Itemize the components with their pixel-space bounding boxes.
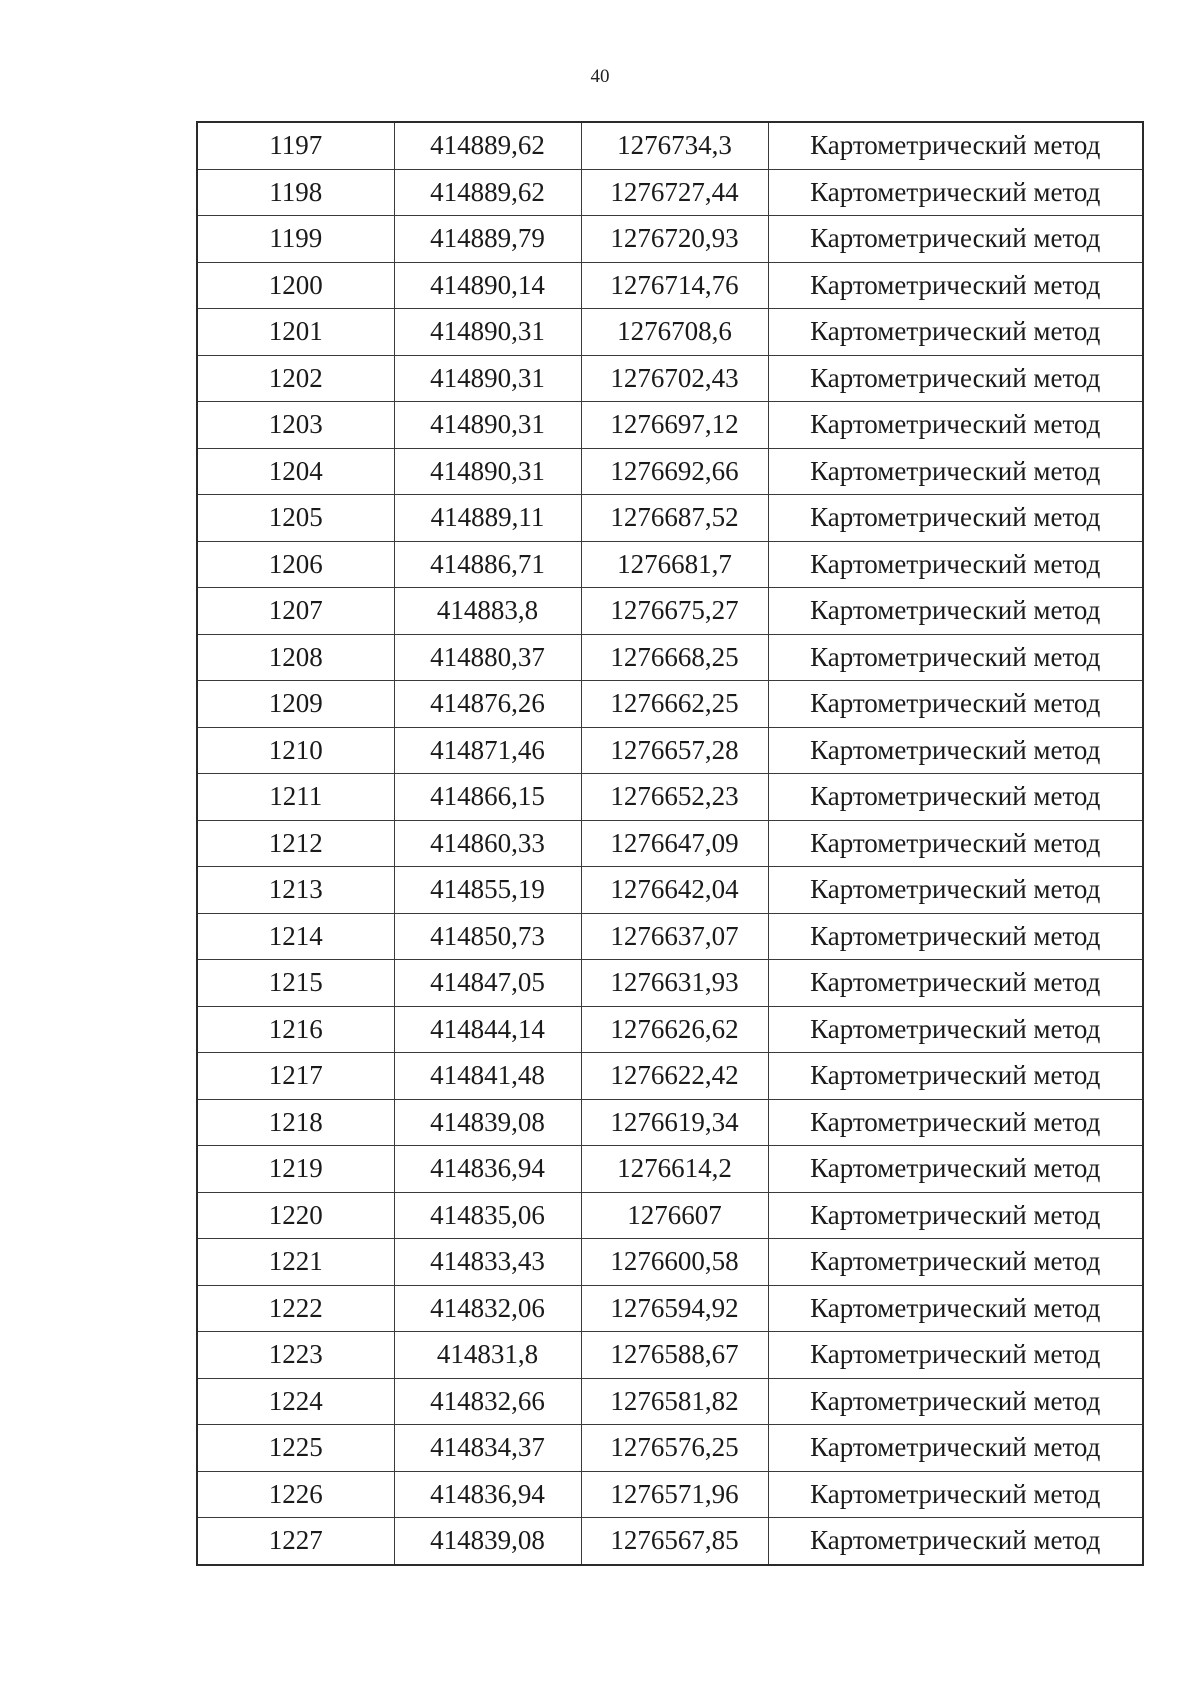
x-coordinate-cell: 414832,06 [394, 1285, 581, 1332]
point-number-cell: 1227 [197, 1518, 394, 1565]
coordinates-table [196, 121, 1144, 1566]
y-coordinate-cell: 1276594,92 [581, 1285, 768, 1332]
point-number-cell: 1212 [197, 820, 394, 867]
y-coordinate-cell: 1276720,93 [581, 216, 768, 263]
y-coordinate-cell: 1276662,25 [581, 681, 768, 728]
y-coordinate-cell: 1276657,28 [581, 727, 768, 774]
y-coordinate-cell: 1276702,43 [581, 355, 768, 402]
x-coordinate-cell: 414889,62 [394, 169, 581, 216]
point-number-cell: 1219 [197, 1146, 394, 1193]
point-number-cell: 1225 [197, 1425, 394, 1472]
method-cell: Картометрический метод [768, 1378, 1143, 1425]
table-row [197, 122, 1143, 169]
x-coordinate-cell: 414836,94 [394, 1146, 581, 1193]
y-coordinate-cell: 1276588,67 [581, 1332, 768, 1379]
method-cell: Картометрический метод [768, 1053, 1143, 1100]
table-row [197, 1006, 1143, 1053]
page-number: 40 [590, 66, 610, 87]
x-coordinate-cell: 414831,8 [394, 1332, 581, 1379]
y-coordinate-cell: 1276571,96 [581, 1471, 768, 1518]
point-number-cell: 1204 [197, 448, 394, 495]
method-cell: Картометрический метод [768, 1285, 1143, 1332]
point-number-cell: 1220 [197, 1192, 394, 1239]
coordinates-table-body [197, 122, 1143, 1565]
y-coordinate-cell: 1276637,07 [581, 913, 768, 960]
point-number-cell: 1217 [197, 1053, 394, 1100]
table-row [197, 216, 1143, 263]
method-cell: Картометрический метод [768, 541, 1143, 588]
method-cell: Картометрический метод [768, 1192, 1143, 1239]
x-coordinate-cell: 414871,46 [394, 727, 581, 774]
point-number-cell: 1214 [197, 913, 394, 960]
point-number-cell: 1197 [197, 122, 394, 169]
table-row [197, 1239, 1143, 1286]
table-row [197, 774, 1143, 821]
table-row [197, 1099, 1143, 1146]
table-row [197, 1053, 1143, 1100]
point-number-cell: 1218 [197, 1099, 394, 1146]
point-number-cell: 1198 [197, 169, 394, 216]
method-cell: Картометрический метод [768, 820, 1143, 867]
y-coordinate-cell: 1276642,04 [581, 867, 768, 914]
method-cell: Картометрический метод [768, 867, 1143, 914]
method-cell: Картометрический метод [768, 448, 1143, 495]
method-cell: Картометрический метод [768, 727, 1143, 774]
table-row [197, 913, 1143, 960]
point-number-cell: 1210 [197, 727, 394, 774]
y-coordinate-cell: 1276567,85 [581, 1518, 768, 1565]
x-coordinate-cell: 414890,31 [394, 355, 581, 402]
x-coordinate-cell: 414890,31 [394, 402, 581, 449]
table-row [197, 634, 1143, 681]
method-cell: Картометрический метод [768, 495, 1143, 542]
table-row [197, 867, 1143, 914]
method-cell: Картометрический метод [768, 774, 1143, 821]
x-coordinate-cell: 414855,19 [394, 867, 581, 914]
x-coordinate-cell: 414844,14 [394, 1006, 581, 1053]
x-coordinate-cell: 414880,37 [394, 634, 581, 681]
x-coordinate-cell: 414889,79 [394, 216, 581, 263]
y-coordinate-cell: 1276619,34 [581, 1099, 768, 1146]
x-coordinate-cell: 414886,71 [394, 541, 581, 588]
x-coordinate-cell: 414876,26 [394, 681, 581, 728]
x-coordinate-cell: 414866,15 [394, 774, 581, 821]
y-coordinate-cell: 1276607 [581, 1192, 768, 1239]
method-cell: Картометрический метод [768, 960, 1143, 1007]
point-number-cell: 1213 [197, 867, 394, 914]
y-coordinate-cell: 1276681,7 [581, 541, 768, 588]
y-coordinate-cell: 1276734,3 [581, 122, 768, 169]
method-cell: Картометрический метод [768, 1518, 1143, 1565]
table-row [197, 1192, 1143, 1239]
y-coordinate-cell: 1276576,25 [581, 1425, 768, 1472]
table-row [197, 262, 1143, 309]
point-number-cell: 1223 [197, 1332, 394, 1379]
table-row [197, 309, 1143, 356]
table-row [197, 541, 1143, 588]
x-coordinate-cell: 414890,31 [394, 448, 581, 495]
method-cell: Картометрический метод [768, 1006, 1143, 1053]
table-row [197, 1471, 1143, 1518]
x-coordinate-cell: 414835,06 [394, 1192, 581, 1239]
point-number-cell: 1203 [197, 402, 394, 449]
table-row [197, 960, 1143, 1007]
point-number-cell: 1201 [197, 309, 394, 356]
x-coordinate-cell: 414883,8 [394, 588, 581, 635]
point-number-cell: 1206 [197, 541, 394, 588]
y-coordinate-cell: 1276622,42 [581, 1053, 768, 1100]
x-coordinate-cell: 414833,43 [394, 1239, 581, 1286]
point-number-cell: 1207 [197, 588, 394, 635]
y-coordinate-cell: 1276697,12 [581, 402, 768, 449]
x-coordinate-cell: 414890,14 [394, 262, 581, 309]
table-row [197, 727, 1143, 774]
x-coordinate-cell: 414847,05 [394, 960, 581, 1007]
table-row [197, 1285, 1143, 1332]
x-coordinate-cell: 414832,66 [394, 1378, 581, 1425]
table-row [197, 1425, 1143, 1472]
method-cell: Картометрический метод [768, 634, 1143, 681]
point-number-cell: 1221 [197, 1239, 394, 1286]
point-number-cell: 1208 [197, 634, 394, 681]
point-number-cell: 1205 [197, 495, 394, 542]
y-coordinate-cell: 1276687,52 [581, 495, 768, 542]
method-cell: Картометрический метод [768, 122, 1143, 169]
y-coordinate-cell: 1276692,66 [581, 448, 768, 495]
point-number-cell: 1209 [197, 681, 394, 728]
x-coordinate-cell: 414850,73 [394, 913, 581, 960]
y-coordinate-cell: 1276614,2 [581, 1146, 768, 1193]
method-cell: Картометрический метод [768, 681, 1143, 728]
method-cell: Картометрический метод [768, 309, 1143, 356]
method-cell: Картометрический метод [768, 913, 1143, 960]
table-row [197, 1332, 1143, 1379]
point-number-cell: 1211 [197, 774, 394, 821]
y-coordinate-cell: 1276647,09 [581, 820, 768, 867]
method-cell: Картометрический метод [768, 216, 1143, 263]
x-coordinate-cell: 414890,31 [394, 309, 581, 356]
method-cell: Картометрический метод [768, 1332, 1143, 1379]
y-coordinate-cell: 1276708,6 [581, 309, 768, 356]
x-coordinate-cell: 414889,62 [394, 122, 581, 169]
method-cell: Картометрический метод [768, 262, 1143, 309]
y-coordinate-cell: 1276668,25 [581, 634, 768, 681]
point-number-cell: 1202 [197, 355, 394, 402]
method-cell: Картометрический метод [768, 1425, 1143, 1472]
table-row [197, 355, 1143, 402]
method-cell: Картометрический метод [768, 1099, 1143, 1146]
y-coordinate-cell: 1276714,76 [581, 262, 768, 309]
y-coordinate-cell: 1276600,58 [581, 1239, 768, 1286]
method-cell: Картометрический метод [768, 169, 1143, 216]
x-coordinate-cell: 414839,08 [394, 1099, 581, 1146]
point-number-cell: 1226 [197, 1471, 394, 1518]
x-coordinate-cell: 414860,33 [394, 820, 581, 867]
table-row [197, 588, 1143, 635]
point-number-cell: 1224 [197, 1378, 394, 1425]
method-cell: Картометрический метод [768, 588, 1143, 635]
point-number-cell: 1216 [197, 1006, 394, 1053]
y-coordinate-cell: 1276675,27 [581, 588, 768, 635]
table-row [197, 402, 1143, 449]
method-cell: Картометрический метод [768, 355, 1143, 402]
x-coordinate-cell: 414839,08 [394, 1518, 581, 1565]
y-coordinate-cell: 1276581,82 [581, 1378, 768, 1425]
table-row [197, 681, 1143, 728]
point-number-cell: 1222 [197, 1285, 394, 1332]
y-coordinate-cell: 1276631,93 [581, 960, 768, 1007]
table-row [197, 1518, 1143, 1565]
point-number-cell: 1215 [197, 960, 394, 1007]
x-coordinate-cell: 414841,48 [394, 1053, 581, 1100]
table-row [197, 820, 1143, 867]
table-row [197, 1378, 1143, 1425]
x-coordinate-cell: 414889,11 [394, 495, 581, 542]
table-row [197, 495, 1143, 542]
point-number-cell: 1199 [197, 216, 394, 263]
x-coordinate-cell: 414834,37 [394, 1425, 581, 1472]
y-coordinate-cell: 1276727,44 [581, 169, 768, 216]
y-coordinate-cell: 1276626,62 [581, 1006, 768, 1053]
y-coordinate-cell: 1276652,23 [581, 774, 768, 821]
method-cell: Картометрический метод [768, 1146, 1143, 1193]
table-row [197, 1146, 1143, 1193]
method-cell: Картометрический метод [768, 1471, 1143, 1518]
method-cell: Картометрический метод [768, 1239, 1143, 1286]
table-row [197, 448, 1143, 495]
table-row [197, 169, 1143, 216]
point-number-cell: 1200 [197, 262, 394, 309]
x-coordinate-cell: 414836,94 [394, 1471, 581, 1518]
method-cell: Картометрический метод [768, 402, 1143, 449]
